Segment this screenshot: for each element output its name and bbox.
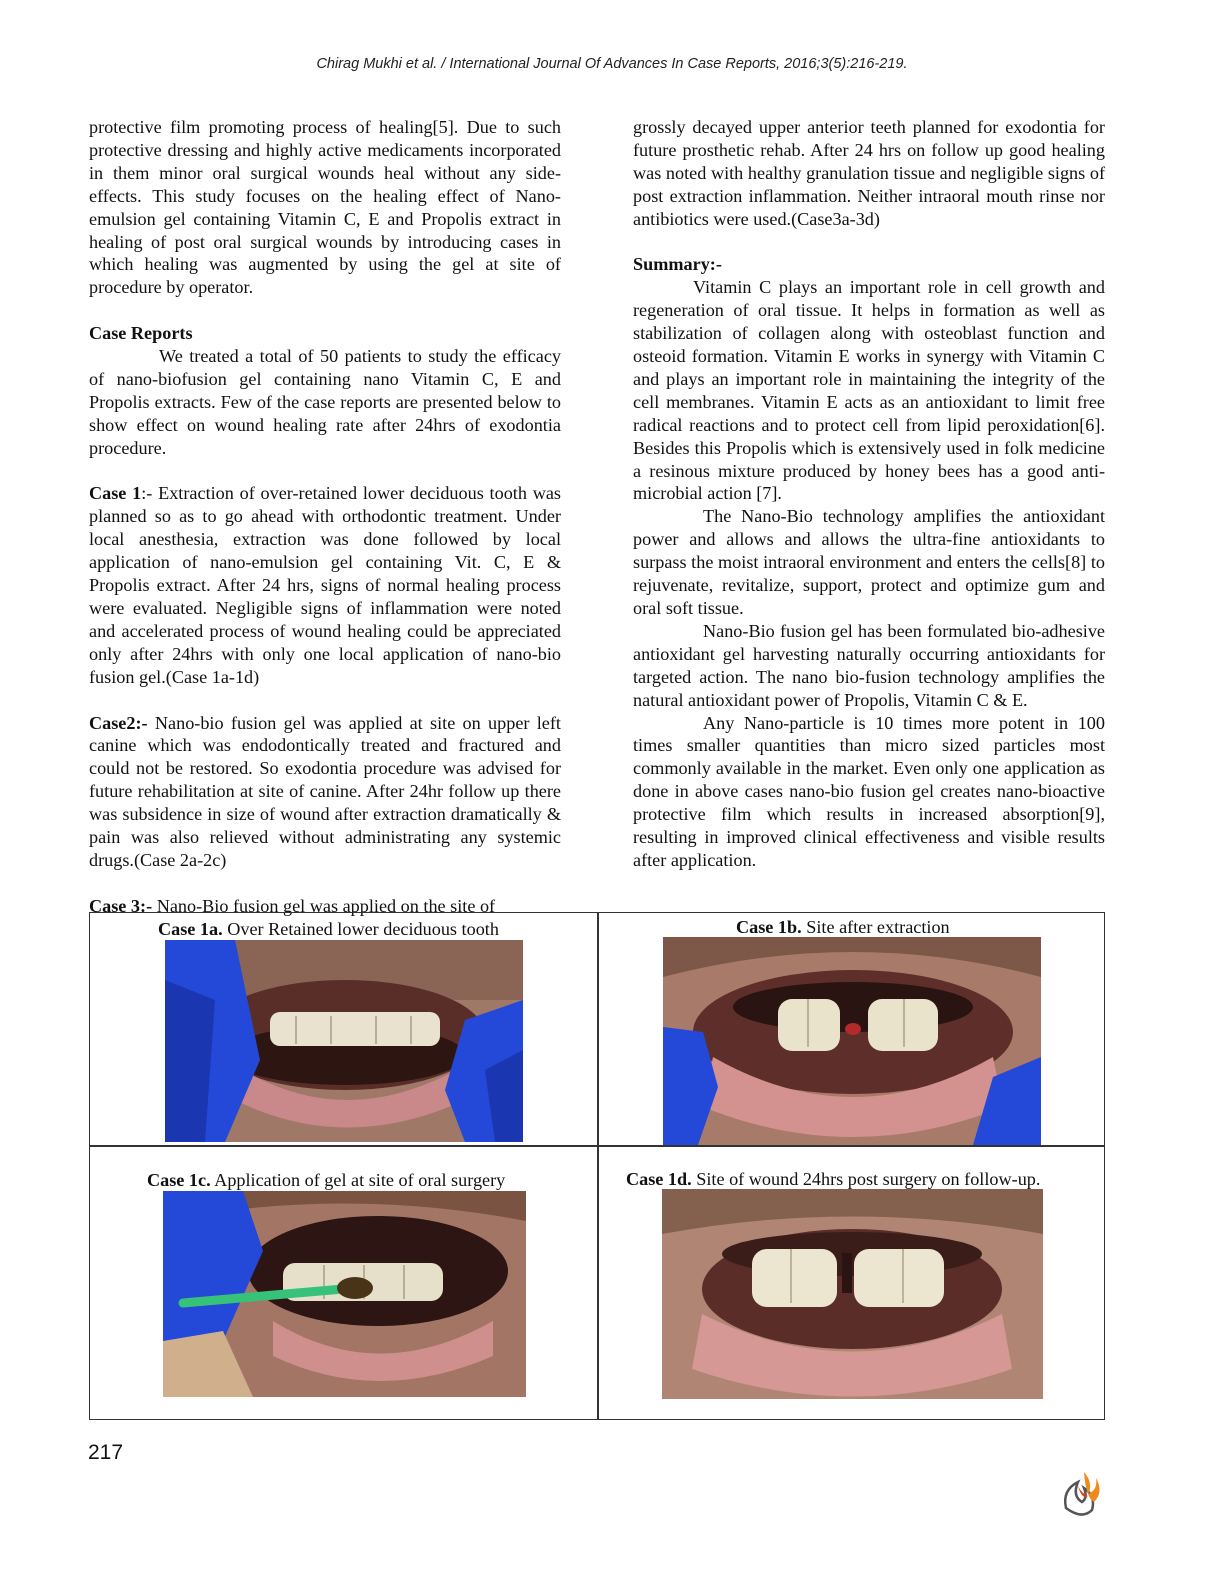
figure-caption-1a: Case 1a. Over Retained lower deciduous tooth bbox=[158, 919, 499, 939]
clinical-photo-case-1d bbox=[662, 1189, 1043, 1399]
table-divider bbox=[90, 1145, 1104, 1147]
case1-paragraph: Case 1:- Extraction of over-retained lower deciduous tooth was planned so as to go ahead with orthodontic treatment. Under local anesthesia, extraction was done followed by local application of nano-emulsion gel containing Vit. C, E & Propolis extract. After 24 hrs, signs of normal healing process were evaluated. Negligible signs of inflammation were noted and accelerated process of wound healing could be appreciated only after 24hrs with only one local application of nano-bio fusion gel.(Case 1a-1d) bbox=[89, 483, 561, 687]
section-heading-summary: Summary:- bbox=[633, 254, 722, 275]
right-column bbox=[633, 116, 1105, 872]
figure-caption-1d: Case 1d. Site of wound 24hrs post surgery on follow-up. bbox=[626, 1169, 1041, 1189]
clinical-photo-case-1b bbox=[663, 937, 1041, 1145]
figure-caption-1c: Case 1c. Application of gel at site of oral surgery bbox=[147, 1170, 506, 1190]
paragraph: Vitamin C plays an important role in cell growth and regeneration of oral tissue. It helps in formation as well as stabilization of collagen along with osteoblast function and osteoid formation. Vitamin E works in synergy with Vitamin C and plays an important role in maintaining the integrity of the cell membranes. Vitamin E acts as an antioxidant to limit free radical reactions and to protect cell from lipid peroxidation[6]. Besides this Propolis which is extensively used in folk medicine a resinous mixture produced by honey bees has a good anti-microbial action [7]. bbox=[633, 277, 1105, 504]
table-divider bbox=[597, 913, 599, 1419]
page-number: 217 bbox=[88, 1441, 124, 1464]
clinical-photo-case-1c bbox=[163, 1191, 526, 1397]
paragraph: Any Nano-particle is 10 times more potent in 100 times smaller quantities than micro sized particles most commonly available in the market. Even only one application as done in above cases nano-bio fusion gel creates nano-bioactive protective film which results in increased absorption[9], resulting in improved clinical effectiveness and visible results after application. bbox=[633, 712, 1105, 870]
paragraph: protective film promoting process of healing[5]. Due to such protective dressing and highly active medicaments incorporated in them minor oral surgical wounds heal without any side-effects. This study focuses on the healing effect of Nano-emulsion gel containing Vitamin C, E and Propolis extract in healing of post oral surgical wounds by introducing cases in which healing was augmented by using the gel at site of procedure by operator. bbox=[89, 117, 561, 298]
section-heading-case-reports: Case Reports bbox=[89, 323, 193, 344]
journal-logo bbox=[1058, 1468, 1108, 1522]
figure-table bbox=[89, 912, 1105, 1420]
running-header: Chirag Mukhi et al. / International Journal Of Advances In Case Reports, 2016;3(5):216-219. bbox=[316, 56, 908, 72]
paragraph: grossly decayed upper anterior teeth planned for exodontia for future prosthetic rehab. After 24 hrs on follow up good healing was noted with healthy granulation tissue and negligible signs of post extraction inflammation. Neither intraoral mouth rinse nor antibiotics were used.(Case3a-3d) bbox=[633, 117, 1105, 229]
paragraph: The Nano-Bio technology amplifies the antioxidant power and allows and allows the ultra-fine antioxidants to surpass the moist intraoral environment and enters the cells[8] to rejuvenate, revitalize, support, protect and optimize gum and oral soft tissue. bbox=[633, 506, 1105, 619]
case2-paragraph: Case2:- Nano-bio fusion gel was applied at site on upper left canine which was endodontically treated and fractured and could not be restored. So exodontia procedure was advised for future rehabilitation at site of canine. After 24hr follow up there was subsidence in size of wound after extraction dramatically & pain was also relieved without administrating any systemic drugs.(Case 2a-2c) bbox=[89, 712, 561, 870]
left-column bbox=[89, 116, 561, 918]
case3-paragraph: Case 3:- Nano-Bio fusion gel was applied on the site of bbox=[89, 895, 496, 916]
figure-caption-1b: Case 1b. Site after extraction bbox=[736, 917, 950, 937]
paragraph: We treated a total of 50 patients to study the efficacy of nano-biofusion gel containing nano Vitamin C, E and Propolis extracts. Few of the case reports are presented below to show effect on wound healing rate after 24hrs of exodontia procedure. bbox=[89, 346, 561, 458]
paragraph: Nano-Bio fusion gel has been formulated bio-adhesive antioxidant gel harvesting naturally occurring antioxidants for targeted action. The nano bio-fusion technology amplifies the natural antioxidant power of Propolis, Vitamin C & E. bbox=[633, 620, 1105, 710]
clinical-photo-case-1a bbox=[165, 940, 523, 1142]
